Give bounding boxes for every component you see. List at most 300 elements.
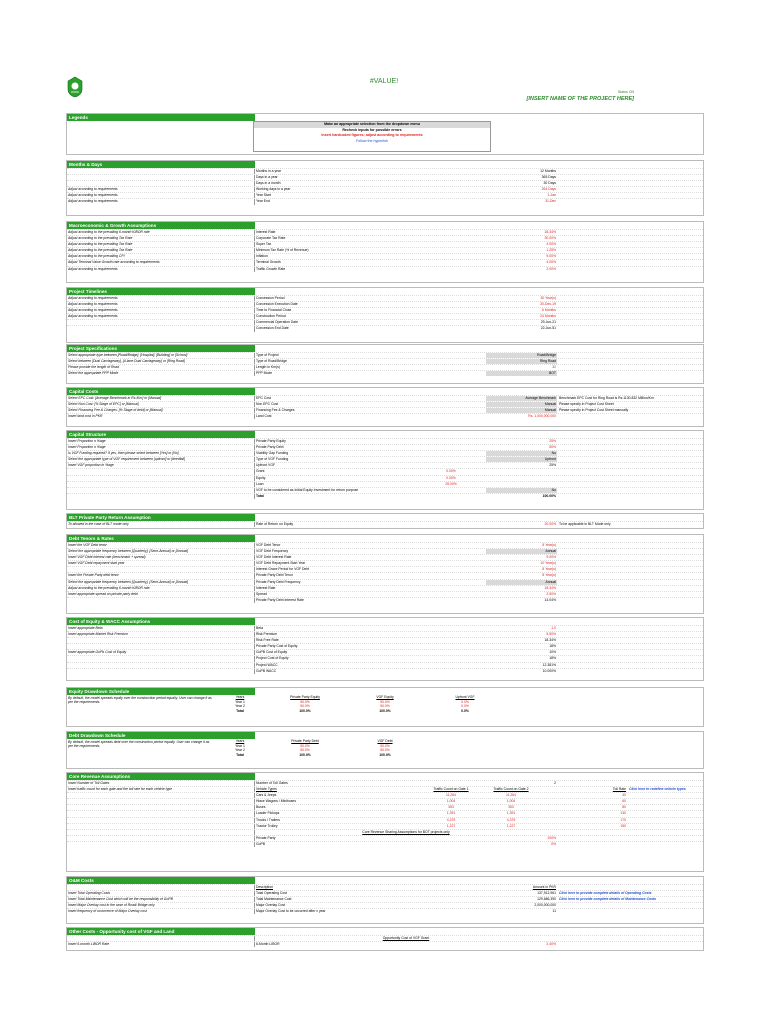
row-extra xyxy=(557,903,703,908)
row-label: Loan xyxy=(256,481,264,486)
table-cell[interactable]: 50.0% xyxy=(300,699,310,704)
row-note xyxy=(67,842,255,847)
row-note xyxy=(67,669,255,674)
table-cell: Year 1 xyxy=(235,699,245,704)
data-row xyxy=(67,896,703,902)
row-mid: 25.00% xyxy=(445,481,457,486)
row-note: Adjust according to the prevailing 6-month KIBOR rate xyxy=(67,586,255,591)
row-mid xyxy=(416,248,486,253)
row-value[interactable]: 137,912,961 xyxy=(537,891,556,896)
vehicle-type: Cars & Jeeps xyxy=(256,793,277,798)
row-note: Adjust according to the prevailing CPI xyxy=(67,254,255,259)
legend-dropdown: Make an appropriate selection from the dropdown menu xyxy=(254,122,490,128)
sharing-value[interactable]: 100% xyxy=(547,835,556,840)
row-value[interactable]: Average Benchmark xyxy=(486,396,557,401)
row-value[interactable]: 20.00% xyxy=(544,522,556,526)
row-mid xyxy=(416,199,486,204)
toll-rate[interactable]: 170 xyxy=(620,817,626,822)
row-value[interactable]: 2.50% xyxy=(546,591,556,596)
table-cell[interactable]: 50.0% xyxy=(380,748,390,753)
row-value[interactable]: 12 Months xyxy=(540,169,556,173)
row-label: Private Party Debt xyxy=(256,445,284,450)
vehicle-type: Loader Pickups xyxy=(256,811,280,816)
row-value[interactable]: 10.000% xyxy=(542,668,556,673)
col-gate-2: Traffic Count on Gate 2 xyxy=(493,787,529,792)
row-label: Grant xyxy=(256,469,265,474)
row-mid xyxy=(416,236,486,241)
vehicle-row xyxy=(67,804,703,810)
row-label: Spread xyxy=(256,591,267,596)
row-value[interactable]: No xyxy=(486,488,557,493)
row-extra: Benchmark EPC Cost for Ring Road is Rs.1130.832 Million/Km xyxy=(559,396,654,400)
data-row xyxy=(67,198,703,204)
col-gate-1: Traffic Count on Gate 1 xyxy=(433,787,469,792)
gate-1-count[interactable]: 1,004 xyxy=(446,799,456,804)
row-label: Total Maintenance Cost xyxy=(256,897,292,902)
row-label: GoPB WACC xyxy=(256,668,277,673)
row-mid xyxy=(416,644,486,649)
gate-2-count[interactable]: 1,227 xyxy=(506,823,516,828)
row-label: Risk Premium xyxy=(256,632,278,637)
row-label: Concession End Date xyxy=(256,326,289,331)
row-value[interactable]: 1-Jan xyxy=(547,193,556,198)
row-note xyxy=(67,824,255,829)
gate-1-count[interactable]: 1,227 xyxy=(446,823,456,828)
row-value[interactable]: 8 Year(s) xyxy=(542,573,556,578)
capital-structure-section xyxy=(66,430,704,510)
row-note xyxy=(67,320,255,325)
row-value[interactable]: 4.00% xyxy=(546,260,556,265)
row-value[interactable]: Manual xyxy=(486,402,557,407)
row-value[interactable]: Road/Bridge xyxy=(486,353,557,358)
row-note: Adjust according to requirements xyxy=(67,314,255,319)
section-title: Capital Costs xyxy=(67,388,255,395)
row-value[interactable]: 129,686,390 xyxy=(537,897,556,902)
col-header: Years xyxy=(235,739,245,743)
gate-1-count[interactable]: 1,391 xyxy=(446,811,456,816)
row-value[interactable]: Annual xyxy=(486,580,557,585)
row-value[interactable]: 18% xyxy=(549,656,556,661)
row-value[interactable]: Ring Road xyxy=(486,359,557,364)
row-value[interactable]: 24 Months xyxy=(540,314,556,319)
row-value[interactable]: 9.00% xyxy=(546,555,556,560)
row-label: Project WACC xyxy=(256,662,278,667)
row-value[interactable]: 18.34% xyxy=(544,585,556,590)
row-value[interactable]: 30 Days xyxy=(543,181,556,186)
row-value[interactable] xyxy=(486,469,557,474)
row-note: Insert Proportion n %age xyxy=(67,445,255,450)
row-note xyxy=(67,644,255,649)
row-value[interactable]: 8 Year(s) xyxy=(542,567,556,572)
row-mid xyxy=(416,193,486,198)
row-value[interactable]: 22-Jun-51 xyxy=(540,326,556,331)
sharing-grid xyxy=(67,835,703,847)
row-note: Insert the Private Party debt tenor xyxy=(67,573,255,578)
toll-rate[interactable]: 80 xyxy=(622,805,626,810)
legend-hyperlink[interactable]: Follow the hyperlink xyxy=(356,138,388,143)
row-extra xyxy=(557,909,703,914)
om-section xyxy=(66,876,704,924)
legend-hardcoded: Insert hardcoded figures; adjust according to requirements xyxy=(321,133,423,137)
row-mid xyxy=(416,359,486,364)
row-note: Insert appropriate Beta xyxy=(67,626,255,631)
row-mid xyxy=(416,260,486,265)
equity-drawdown-section xyxy=(66,687,704,727)
libor-row xyxy=(67,941,703,947)
row-value[interactable]: 2.00% xyxy=(546,266,556,271)
gate-2-count[interactable]: 11,264 xyxy=(505,793,517,798)
row-label: Non EPC Cost xyxy=(256,402,279,407)
row-label: VGF Debt Tenor xyxy=(256,543,281,547)
row-label: Type of Road/Bridge xyxy=(256,359,287,364)
row-value[interactable]: 10 Year(s) xyxy=(540,561,556,566)
row-mid xyxy=(416,663,486,668)
row-note: Select Non Cost: [% Stage of EPC] or [Manual] xyxy=(67,402,255,407)
row-label: Upfront VGF xyxy=(256,463,276,468)
row-note: Insert Proportion n %age xyxy=(67,439,255,444)
row-extra: To be applicable in BLT Mode only xyxy=(559,522,611,526)
row-value[interactable]: 30.00% xyxy=(544,236,556,241)
col-vehicle-types: Vehicle Types xyxy=(256,787,277,792)
row-label: Rate of Return on Equity xyxy=(256,522,294,526)
macro-grid xyxy=(67,229,703,272)
toll-rate[interactable]: 150 xyxy=(620,823,626,828)
row-value[interactable]: 365 Days xyxy=(541,175,556,180)
vehicle-type: Tractor Trolley xyxy=(256,823,278,828)
row-value[interactable]: Manual xyxy=(486,408,557,413)
row-mid xyxy=(416,320,486,325)
table-cell[interactable]: 50.0% xyxy=(380,743,390,748)
sharing-label: GoPB xyxy=(256,841,266,846)
row-value[interactable]: 30 Year(s) xyxy=(540,296,556,300)
row-value[interactable]: 9.00% xyxy=(546,254,556,259)
row-note: Is VGF Funding required? If yes, then please select between [Yes] or [No] xyxy=(67,451,255,456)
row-note: Adjust according to the prevailing Tax Rate xyxy=(67,236,255,241)
row-mid xyxy=(416,308,486,313)
table-cell[interactable]: 50.0% xyxy=(300,748,310,753)
row-label: Private Party Debt Frequency xyxy=(256,579,301,584)
row-value[interactable]: 6 Months xyxy=(542,308,556,313)
row-extra: Please specify in Project Cost Sheet xyxy=(559,402,614,407)
status-text: Status ON xyxy=(617,90,634,94)
legends-section xyxy=(66,113,704,155)
row-label: GoPB Cost of Equity xyxy=(256,650,288,655)
table-cell[interactable]: 50.0% xyxy=(300,743,310,748)
blt-section xyxy=(66,513,704,529)
vehicle-row xyxy=(67,823,703,829)
row-value[interactable]: 5.50% xyxy=(546,632,556,637)
row-mid xyxy=(416,488,486,493)
gate-2-count[interactable]: 1,391 xyxy=(506,811,516,816)
gate-2-count[interactable]: 1,004 xyxy=(506,799,516,804)
row-value[interactable]: 18% xyxy=(549,644,556,649)
row-value[interactable]: 2,000,000,000 xyxy=(534,903,556,908)
row-mid xyxy=(416,296,486,301)
section-title: Legends xyxy=(67,114,255,121)
table-cell: Year 2 xyxy=(235,704,245,709)
table-cell: 0.0% xyxy=(461,708,469,713)
row-mid: 0.00% xyxy=(446,469,456,474)
toll-rate[interactable]: 60 xyxy=(622,799,626,804)
data-row xyxy=(67,401,703,407)
row-mid xyxy=(416,897,486,902)
row-label: Days in a year xyxy=(256,175,278,180)
row-label: Major Overlay Cost xyxy=(256,903,286,908)
row-note: Insert appropriate GoPb Cost of Equity xyxy=(67,650,255,655)
row-value[interactable]: 31-Dec xyxy=(545,199,556,204)
row-label: Beta xyxy=(256,626,263,630)
section-title: Macroeconomic & Growth Assumptions xyxy=(67,222,255,229)
row-label: 6-Month LIBOR xyxy=(256,942,280,947)
macro-section xyxy=(66,221,704,283)
equity-drawdown-note: By default, the model spreads equity over the construction period equally. User can change it as per the requirements. xyxy=(68,696,212,704)
row-value[interactable]: 1.25% xyxy=(546,248,556,253)
row-label: Private Party Debt Interest Rate xyxy=(256,597,304,602)
section-title: Debt Tenors & Rates xyxy=(67,535,255,542)
row-mid xyxy=(416,909,486,914)
row-value[interactable] xyxy=(486,476,557,481)
row-value[interactable]: 10% xyxy=(549,650,556,655)
row-note: Select appropriate type between [Road/Bridge], [Hospital], [Building] or [School] xyxy=(67,353,255,358)
vehicle-grid xyxy=(67,792,703,829)
table-cell: 100.0% xyxy=(379,752,391,757)
other-sub: Opportunity Cost of VGF Grant xyxy=(382,936,430,940)
table-cell: Year 2 xyxy=(235,748,245,753)
gate-1-count[interactable]: 353 xyxy=(448,805,454,810)
row-mid xyxy=(416,638,486,643)
row-value[interactable]: 100.00% xyxy=(542,493,556,498)
row-value[interactable]: Annual xyxy=(486,549,557,554)
row-note: Adjust according to requirements xyxy=(67,193,255,198)
row-mid xyxy=(416,445,486,450)
vehicle-row xyxy=(67,798,703,804)
row-value[interactable]: 18.34% xyxy=(544,638,556,643)
row-label: Length in Km(s) xyxy=(256,365,280,370)
row-mid xyxy=(416,457,486,462)
gate-2-count[interactable]: 353 xyxy=(508,805,514,810)
row-extra: Click here to provide complete details of Maintenance Costs xyxy=(559,897,657,902)
row-value[interactable]: 1.0 xyxy=(551,626,556,630)
row-note: Insert VGF Debt interest rate (benchmark + spread) xyxy=(67,555,255,560)
specs-grid xyxy=(67,352,703,376)
table-cell[interactable]: 0.0% xyxy=(461,699,469,704)
row-note xyxy=(67,638,255,643)
row-mid xyxy=(416,891,486,896)
data-row xyxy=(67,370,703,376)
coe-section xyxy=(66,617,704,681)
row-note xyxy=(67,175,255,180)
table-cell: 100.0% xyxy=(379,708,391,713)
toll-rate[interactable]: 40 xyxy=(622,793,626,798)
row-mid xyxy=(416,522,486,527)
row-mid xyxy=(416,414,486,419)
row-value[interactable]: 264 Days xyxy=(541,187,556,192)
row-note xyxy=(67,469,255,474)
data-row xyxy=(67,597,703,603)
row-note: Select EPC Cost: [Average Benchmark in Rs./Km] or [Manual] xyxy=(67,396,255,401)
section-title: Project Timelines xyxy=(67,288,255,295)
row-mid xyxy=(416,903,486,908)
data-row xyxy=(67,493,703,499)
toll-rate[interactable]: 130 xyxy=(620,811,626,816)
row-value[interactable]: 32 xyxy=(552,365,556,370)
col-header: Upfront VGF xyxy=(455,695,475,699)
row-mid xyxy=(416,169,486,174)
data-row xyxy=(67,668,703,674)
row-note: Insert the VGF Debt tenor xyxy=(67,543,255,548)
table-cell: Total xyxy=(236,708,244,713)
row-value[interactable]: 11 xyxy=(552,909,556,914)
row-value[interactable]: 25% xyxy=(549,463,556,468)
row-label: Working days in a year xyxy=(256,187,291,192)
toll-gates-value[interactable]: 2 xyxy=(554,781,556,785)
row-label: Private Party Cost of Equity xyxy=(256,644,298,649)
row-label: Number of Toll Gates xyxy=(256,781,288,785)
table-cell[interactable]: 0.0% xyxy=(461,704,469,709)
gate-1-count[interactable]: 4,379 xyxy=(446,817,456,822)
row-mid xyxy=(416,408,486,413)
row-note: Select Financing Fee & Charges: [% Stage of debt] or [Manual] xyxy=(67,408,255,413)
row-label: Time to Financial Close xyxy=(256,308,292,313)
section-title: Months & Days xyxy=(67,161,255,168)
row-value[interactable]: 18.34% xyxy=(544,230,556,234)
row-label: Financing Fee & Charges xyxy=(256,408,295,413)
row-label: Commercial Operation Date xyxy=(256,320,299,325)
row-label: Days in a month xyxy=(256,181,281,186)
row-mid xyxy=(416,439,486,444)
row-note: Adjust according to the prevailing Tax Rate xyxy=(67,242,255,247)
section-title: Project Specifications xyxy=(67,345,255,352)
redefine-vehicle-link[interactable]: Click here to redefine vehicle types xyxy=(629,787,686,792)
vehicle-row xyxy=(67,792,703,798)
section-title: Other Costs - Opportunity cost of VGF and Land xyxy=(67,928,255,935)
table-cell[interactable]: 50.0% xyxy=(380,699,390,704)
table-row xyxy=(215,753,703,758)
row-label: Type of Project xyxy=(256,353,279,357)
row-value[interactable]: Upfront xyxy=(486,457,557,462)
row-label: Year Start xyxy=(256,193,271,198)
row-mid xyxy=(416,573,486,578)
row-mid xyxy=(416,451,486,456)
row-value[interactable] xyxy=(486,482,557,487)
table-cell[interactable]: 50.0% xyxy=(380,704,390,709)
data-row xyxy=(67,902,703,908)
col-header: Private Party Equity xyxy=(290,695,320,699)
row-note xyxy=(67,836,255,841)
data-row xyxy=(67,908,703,914)
months-days-section xyxy=(66,160,704,216)
row-note: Insert Number of Toll Gates xyxy=(67,781,255,786)
coe-grid xyxy=(67,625,703,674)
section-title: Equity Drawdown Schedule xyxy=(67,688,255,695)
row-label: EPC Cost xyxy=(256,396,271,400)
om-amt-header: Amount in PKR xyxy=(532,885,556,889)
libor-value[interactable]: 2.40% xyxy=(546,942,556,947)
row-mid xyxy=(416,586,486,591)
row-label: Inflation xyxy=(256,254,268,259)
table-cell: 100.0% xyxy=(299,752,311,757)
project-name: [INSERT NAME OF THE PROJECT HERE] xyxy=(526,96,634,102)
table-cell[interactable]: 50.0% xyxy=(300,704,310,709)
data-row xyxy=(67,395,703,401)
table-cell: Year 1 xyxy=(235,743,245,748)
table-row xyxy=(215,709,703,714)
row-note xyxy=(67,811,255,816)
row-value[interactable]: 14.04% xyxy=(544,597,556,602)
row-note: Insert Total Operating Costs xyxy=(67,891,255,896)
data-row xyxy=(67,521,703,527)
row-note: To allowed in the case of BLT mode only xyxy=(67,522,255,527)
table-cell: 100.0% xyxy=(299,708,311,713)
row-label: Minimum Tax Rate (% of Revenue) xyxy=(256,248,309,253)
row-label: Months in a year xyxy=(256,169,282,173)
timelines-grid xyxy=(67,295,703,332)
row-value[interactable]: 30-Dec-19 xyxy=(540,302,556,307)
row-value[interactable]: BOT xyxy=(486,371,557,376)
row-note: Insert VGF proportion in %age xyxy=(67,463,255,468)
section-title: O&M Costs xyxy=(67,877,255,884)
row-label: VGF to be considered as Initial Equity Investment for return purpose xyxy=(256,487,359,492)
data-row xyxy=(67,890,703,896)
page-title: #VALUE! xyxy=(369,78,399,85)
timelines-section xyxy=(66,287,704,343)
row-mid xyxy=(416,302,486,307)
row-mid xyxy=(416,669,486,674)
row-label: Total Operating Cost xyxy=(256,891,287,896)
row-value[interactable]: 29-Jun-21 xyxy=(540,320,556,325)
row-label: Project Cost of Equity xyxy=(256,656,289,661)
row-note xyxy=(67,567,255,572)
row-value[interactable]: Rs. 1,000,000,000 xyxy=(528,414,556,419)
row-mid xyxy=(416,567,486,572)
row-label: Risk Free Rate xyxy=(256,638,279,643)
capital-structure-grid xyxy=(67,438,703,499)
row-value[interactable]: 50% xyxy=(549,445,556,450)
row-mid xyxy=(416,650,486,655)
row-mid xyxy=(416,187,486,192)
row-note: Adjust Terminal Value Growth rate according to requirements xyxy=(67,260,255,265)
om-desc-header: Description xyxy=(256,885,273,889)
row-value[interactable]: No xyxy=(486,451,557,456)
row-mid xyxy=(416,463,486,468)
data-row xyxy=(67,407,703,413)
section-title: BLT Private Party Return Assumption xyxy=(67,514,255,521)
row-label: Interest Rate xyxy=(256,585,276,590)
row-label: Major Overlay Cost to be occurred after x year xyxy=(256,909,326,914)
vehicle-type: Buses xyxy=(256,805,266,810)
col-header: VGF Equity xyxy=(376,695,394,699)
other-costs-section xyxy=(66,927,704,951)
row-note: Select between [Dual Carriageway], [4-lane Dual Carriageway] or [Ring Road] xyxy=(67,359,255,364)
row-value[interactable]: 25% xyxy=(549,439,556,443)
months-days-grid xyxy=(67,168,703,205)
row-note: Insert VGF Debt repayment start year xyxy=(67,561,255,566)
row-label: Equity xyxy=(256,475,266,480)
row-label: Terminal Growth xyxy=(256,260,281,265)
row-value[interactable]: 8 Year(s) xyxy=(542,543,556,547)
row-value[interactable]: 4.00% xyxy=(546,242,556,247)
gate-2-count[interactable]: 4,379 xyxy=(506,817,516,822)
row-label: Interest Grace Period for VGF Debt xyxy=(256,567,310,572)
row-extra xyxy=(557,414,703,419)
row-mid xyxy=(416,580,486,585)
row-note: Insert frequency of occurrence of Major Overlay cost xyxy=(67,909,255,914)
row-label: Super Tax xyxy=(256,242,272,247)
row-note: Insert Total Maintenance Cost which will be the responsibility of GoPB xyxy=(67,897,255,902)
sharing-value[interactable]: 0% xyxy=(551,841,556,846)
gate-1-count[interactable]: 11,264 xyxy=(445,793,457,798)
row-value[interactable]: 12.381% xyxy=(542,662,556,667)
